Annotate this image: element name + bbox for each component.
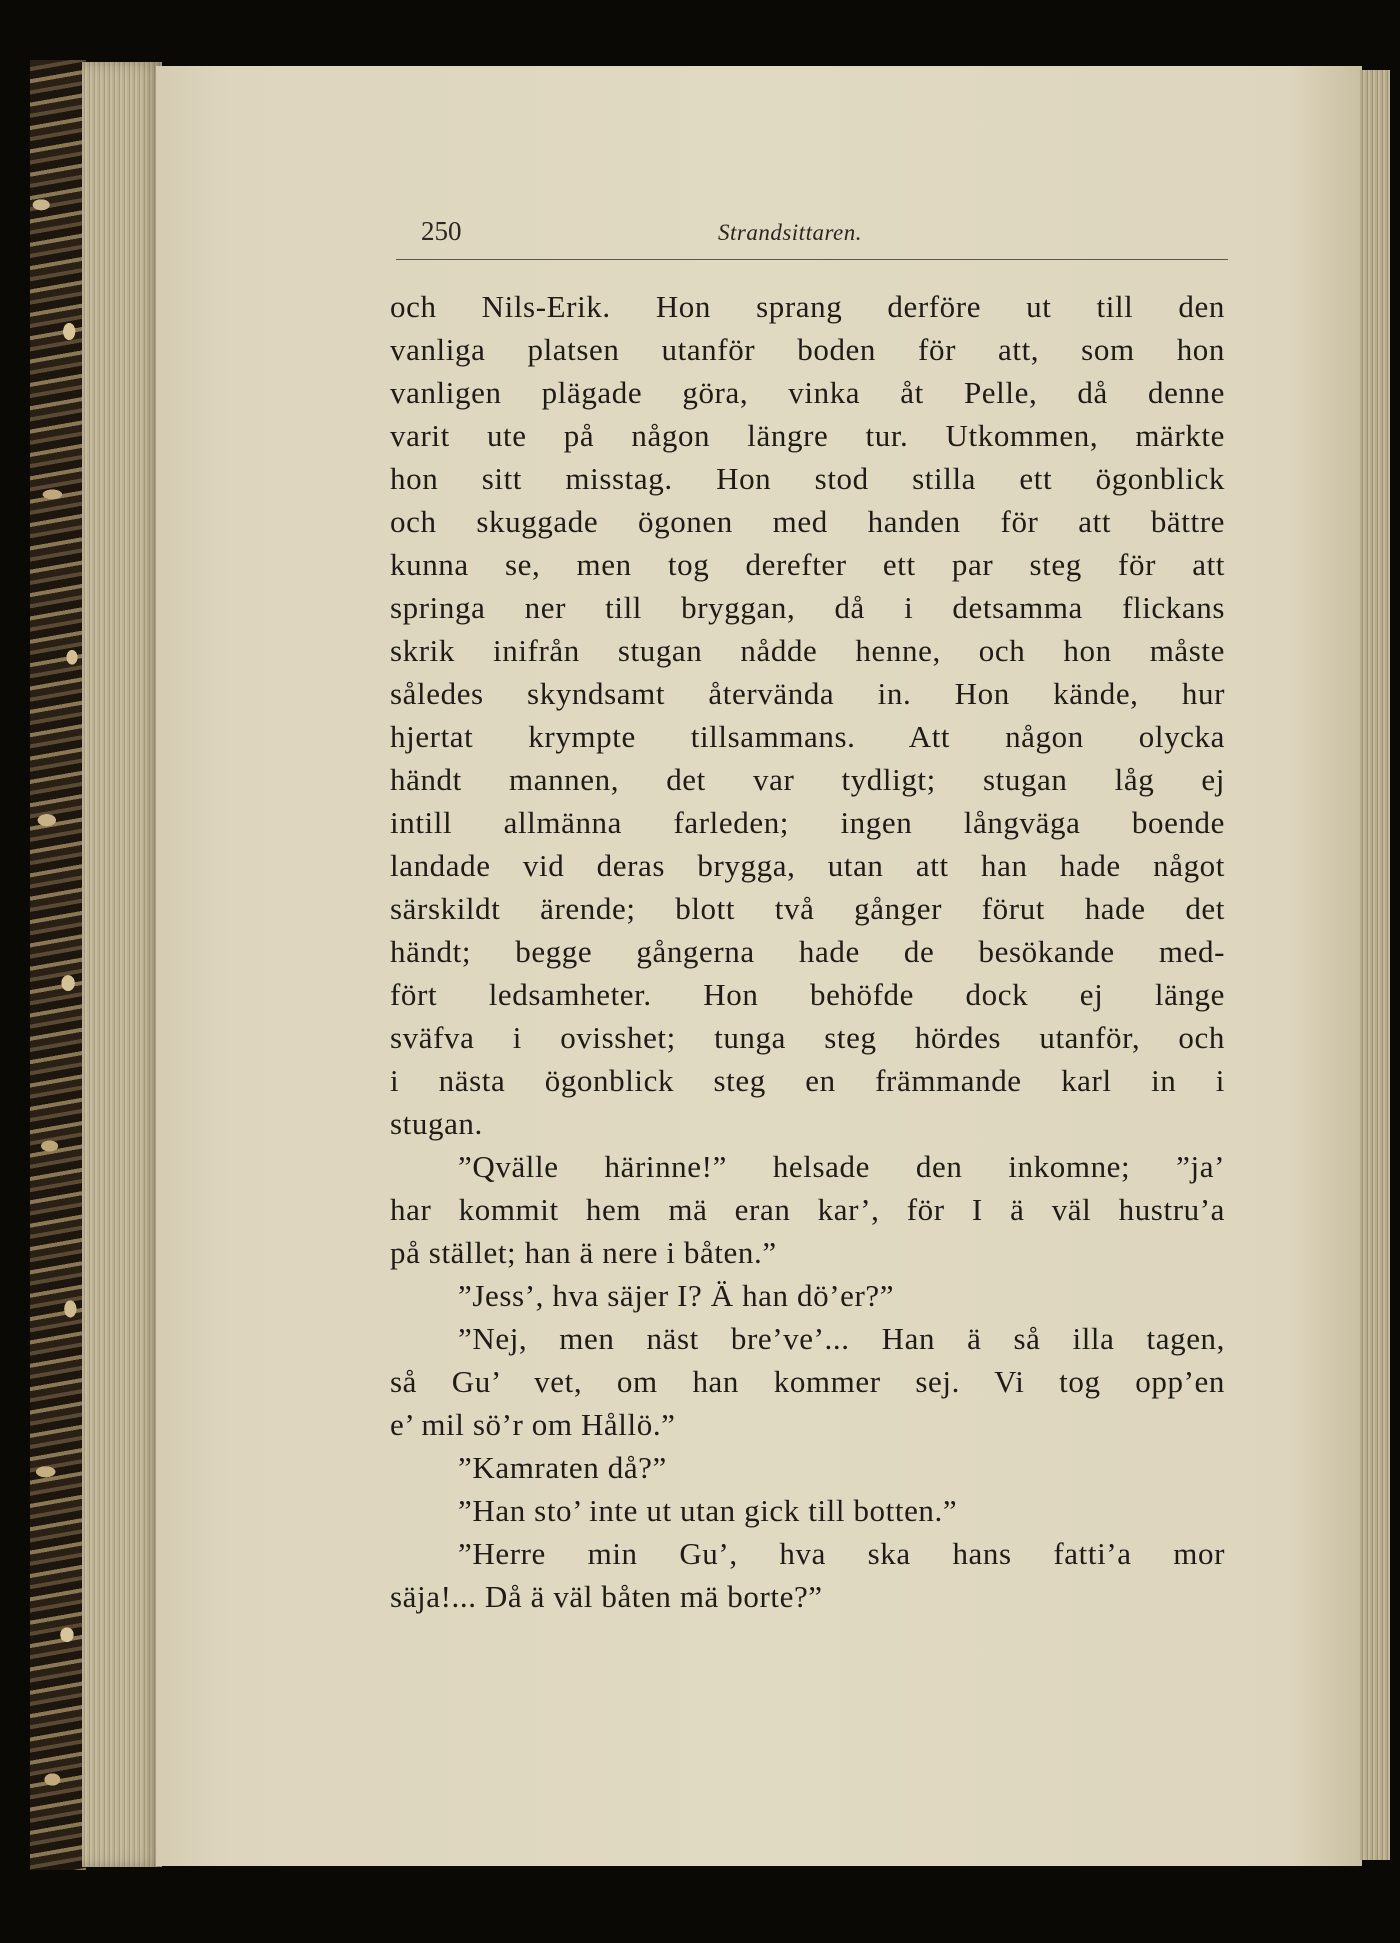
text-line: ”Jess’, hva säjer I? Ä han dö’er?” (458, 1278, 895, 1313)
text-line: ”Herre min Gu’, hva ska hans fatti’a mor (458, 1536, 1225, 1571)
text-line: hon sitt misstag. Hon stod stilla ett ögonblick (390, 461, 1225, 496)
text-line: särskildt ärende; blott två gånger förut hade det (390, 891, 1225, 926)
text-line: och Nils-Erik. Hon sprang derföre ut till den (390, 289, 1225, 324)
text-line: har kommit hem mä eran kar’, för I ä väl hustru’a (390, 1192, 1225, 1227)
text-line: springa ner till bryggan, då i detsamma flickans (390, 590, 1225, 625)
text-line: händt; begge gångerna hade de besökande med- (390, 934, 1225, 969)
text-line: intill allmänna farleden; ingen långväga boende (390, 805, 1225, 840)
text-line: e’ mil sö’r om Hållö.” (390, 1407, 676, 1442)
text-line: skrik inifrån stugan nådde henne, och hon måste (390, 633, 1225, 668)
running-title: Strandsittaren. (718, 220, 863, 245)
text-line: på stället; han ä nere i båten.” (390, 1235, 777, 1270)
text-line: ”Han sto’ inte ut utan gick till botten.” (458, 1493, 958, 1528)
text-line: således skyndsamt återvända in. Hon kände, hur (390, 676, 1225, 711)
text-line: säja!... Då ä väl båten mä borte?” (390, 1579, 823, 1614)
header-rule (396, 259, 1228, 260)
text-line: hjertat krympte tillsammans. Att någon olycka (390, 719, 1225, 754)
page-header (400, 216, 1230, 256)
page-edges-left (82, 62, 162, 1867)
page-number: 250 (421, 216, 462, 246)
text-line: kunna se, men tog derefter ett par steg för att (390, 547, 1225, 582)
text-line: landade vid deras brygga, utan att han hade något (390, 848, 1225, 883)
page-edges-right (1360, 70, 1390, 1860)
text-line: i nästa ögonblick steg en främmande karl in i (390, 1063, 1225, 1098)
text-line: ”Qvälle härinne!” helsade den inkomne; ”ja’ (458, 1149, 1225, 1184)
text-line: ”Nej, men näst bre’ve’... Han ä så illa tagen, (458, 1321, 1225, 1356)
marbled-cover-edge (30, 60, 86, 1870)
text-line: vanligen plägade göra, vinka åt Pelle, då denne (390, 375, 1225, 410)
text-line: sväfva i ovisshet; tunga steg hördes utanför, och (390, 1020, 1225, 1055)
body-text (390, 285, 1225, 1618)
text-line: händt mannen, det var tydligt; stugan låg ej (390, 762, 1225, 797)
text-line: fört ledsamheter. Hon behöfde dock ej länge (390, 977, 1225, 1012)
text-line: varit ute på någon längre tur. Utkommen, märkte (390, 418, 1225, 453)
text-line: så Gu’ vet, om han kommer sej. Vi tog opp’en (390, 1364, 1225, 1399)
text-line: vanliga platsen utanför boden för att, som hon (390, 332, 1225, 367)
text-line: ”Kamraten då?” (458, 1450, 667, 1485)
text-line: stugan. (390, 1106, 483, 1141)
text-line: och skuggade ögonen med handen för att bättre (390, 504, 1225, 539)
